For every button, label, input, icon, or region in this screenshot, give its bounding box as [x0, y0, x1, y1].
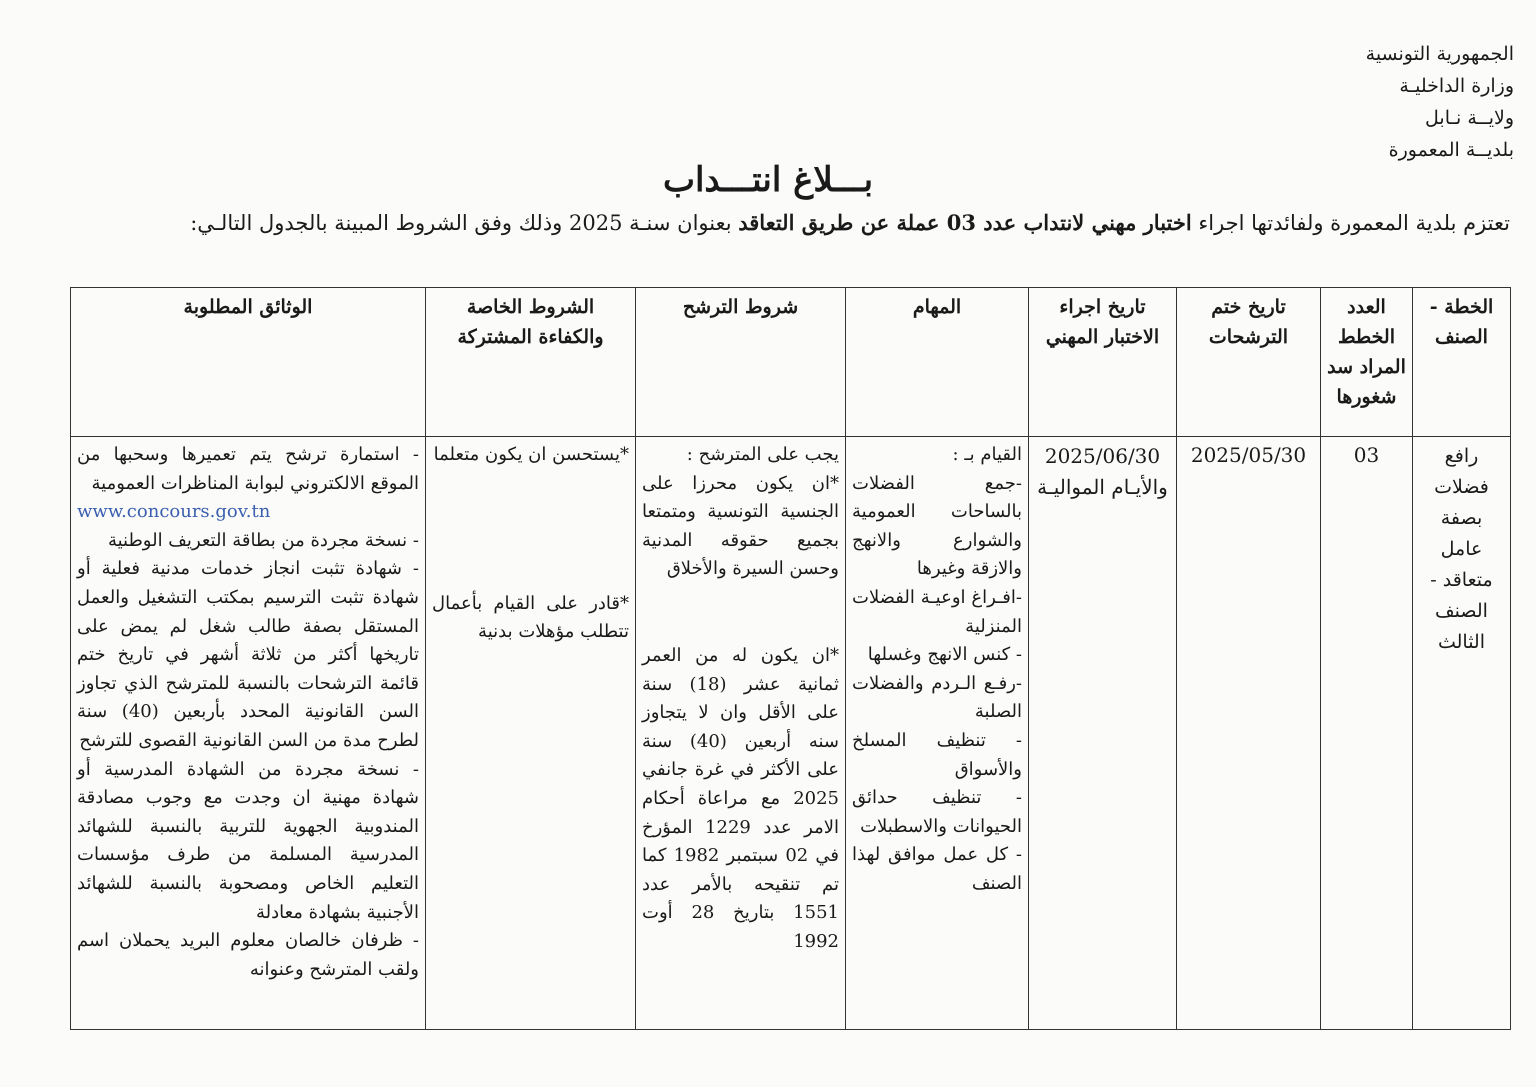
header-documents: الوثائق المطلوبة — [71, 288, 426, 437]
header-line-municipality: بلديــة المعمورة — [1388, 139, 1514, 161]
cell-tasks — [846, 437, 1029, 1030]
conditions-lead: يجب على المترشح : — [686, 444, 839, 465]
cell-count: 03 — [1321, 437, 1413, 1030]
header-tasks: المهام — [846, 288, 1029, 437]
task-item: -جمع الفضلات بالساحات العمومية والشوارع والانهج والازقة وغيرها — [852, 472, 1022, 580]
task-item: -افـراغ اوعيـة الفضلات المنزلية — [852, 586, 1022, 637]
task-item: - تنظيف المسلخ والأسواق — [852, 729, 1022, 780]
header-line-governorate: ولايــة نـابل — [1425, 107, 1514, 129]
spacer — [642, 584, 839, 642]
cell-documents — [71, 437, 426, 1030]
cell-grade: رافع فضلات بصفة عامل متعاقد - الصنف الثالث — [1413, 437, 1511, 1030]
document-civil-service-certificate: - شهادة تثبت انجاز خدمات مدنية فعلية أو شهادة تثبت الترسيم بمكتب التشغيل والعمل المستقل بصفة طالب شغل لم يمض على تاريخها أكثر من ثلاثة أشهر في تاريخ ختم قائمة الترشحات بالنسبة للمترشح الذي تجاوز السن القانونية المحدد بأربعين (40) سنة لطرح مدة من السن القانونية القصوى للترشح — [77, 558, 419, 751]
table-row — [71, 437, 1511, 1030]
header-special-conditions: الشروط الخاصة والكفاءة المشتركة — [426, 288, 636, 437]
document-id-copy: - نسخة مجردة من بطاقة التعريف الوطنية — [107, 529, 419, 551]
special-condition-physical: *قادر على القيام بأعمال تتطلب مؤهلات بدنية — [432, 592, 629, 643]
intro-paragraph — [90, 206, 1510, 240]
document-diploma-copy: - نسخة مجردة من الشهادة المدرسية أو شهادة مهنية ان وجدت مع وجوب مصادقة المندوبية الجهوية للتربية بالنسبة للشهائد المدرسية المسلمة من طرف مؤسسات التعليم الخاص ومصحوبة بالنسبة للشهائد الأجنبية بشهادة معادلة — [77, 758, 419, 923]
cell-deadline: 2025/05/30 — [1177, 437, 1321, 1030]
spacer — [432, 470, 629, 590]
task-item: - كنس الانهج وغسلها — [867, 644, 1022, 666]
page-title: بـــلاغ انتـــداب — [662, 160, 874, 200]
intro-text-bold: اختبار مهني لانتداب عدد 03 عملة عن طريق التعاقد — [738, 210, 1192, 235]
concours-website-link[interactable]: www.concours.gov.tn — [77, 501, 271, 523]
intro-text-end: بعنوان سنـة 2025 وذلك وفق الشروط المبينة بالجدول التالـي: — [190, 211, 739, 235]
cell-special-conditions — [426, 437, 636, 1030]
header-deadline: تاريخ ختم الترشحات — [1177, 288, 1321, 437]
document-envelopes: - ظرفان خالصان معلوم البريد يحملان اسم ولقب المترشح وعنوانه — [77, 930, 419, 980]
header-line-republic: الجمهورية التونسية — [1365, 43, 1514, 65]
header-count: العدد الخطط المراد سد شغورها — [1321, 288, 1413, 437]
intro-text-start: تعتزم بلدية المعمورة ولفائدتها اجراء — [1191, 211, 1510, 235]
header-conditions: شروط الترشح — [636, 288, 846, 437]
task-item: القيام بـ : — [952, 444, 1022, 465]
header-line-ministry: وزارة الداخليـة — [1399, 75, 1514, 97]
header-exam-date: تاريخ اجراء الاختبار المهني — [1029, 288, 1177, 437]
special-condition-educated: *يستحسن ان يكون متعلما — [433, 444, 629, 465]
task-item: -رفـع الـردم والفضلات الصلبة — [852, 672, 1022, 723]
issuer-header — [1366, 38, 1514, 166]
table-header-row — [71, 288, 1511, 437]
recruitment-table — [70, 287, 1511, 1030]
task-item: - كل عمل موافق لهذا الصنف — [852, 844, 1022, 894]
header-grade: الخطة - الصنف — [1413, 288, 1511, 437]
task-item: - تنظيف حدائق الحيوانات والاسطبلات — [852, 787, 1022, 837]
condition-nationality: *ان يكون محرزا على الجنسية التونسية ومتمتعا بجميع حقوقه المدنية وحسن السيرة والأخلاق — [642, 472, 839, 580]
condition-age: *ان يكون له من العمر ثمانية عشر (18) سنة على الأقل وان لا يتجاوز سنه أربعين (40) سنة على الأكثر في غرة جانفي 2025 مع مراعاة أحكام الامر عدد 1229 المؤرخ في 02 سبتمبر 1982 كما تم تنقيحه بالأمر عدد 1551 بتاريخ 28 أوت 1992 — [642, 644, 839, 952]
document-application-form: - استمارة ترشح يتم تعميرها وسحبها من الموقع الالكتروني لبوابة المناظرات العمومية — [77, 444, 419, 494]
cell-conditions — [636, 437, 846, 1030]
cell-exam-date: 2025/06/30 والأيـام المواليـة — [1029, 437, 1177, 1030]
